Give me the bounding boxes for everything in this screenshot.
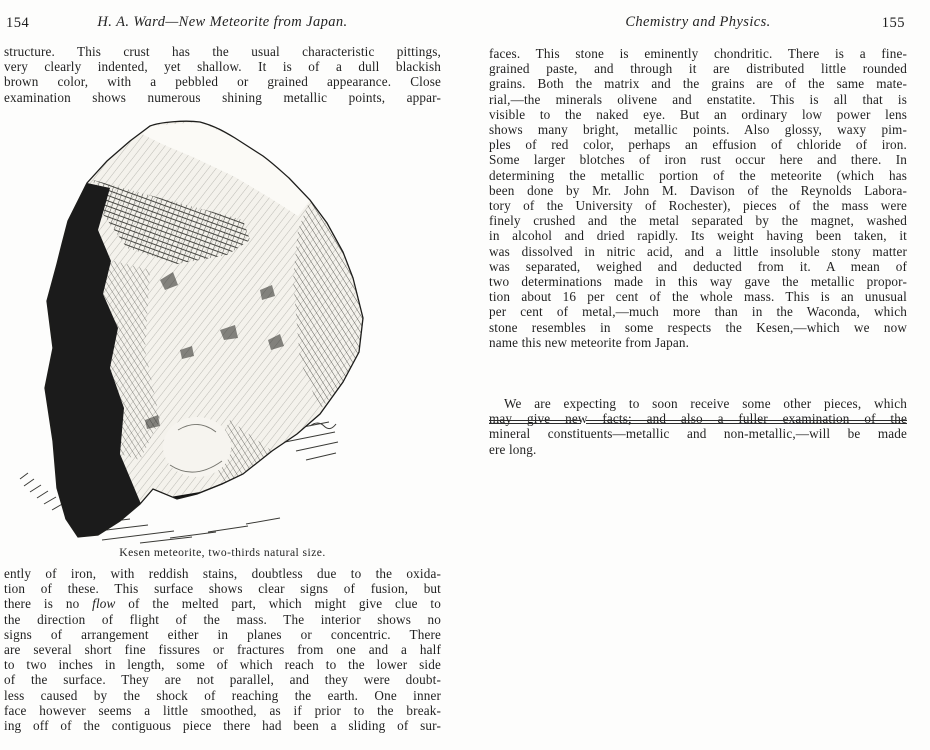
left-page	[4, 0, 441, 750]
text-line: ere long.	[489, 441, 537, 457]
text-line: tory of the University of Rochester), pieces of the mass were	[489, 198, 907, 214]
text-line: less caused by the shock of reaching the earth. One inner	[4, 687, 441, 703]
double-rule-segment	[489, 420, 581, 424]
text-line: rial,—the minerals olivene and enstatite. This is all that is	[489, 91, 907, 107]
text-line: grained paste, and through it are distributed little rounded	[489, 61, 907, 77]
text-line: was dissolved in nitric acid, and a little insoluble stony matter	[489, 243, 907, 259]
right-paragraph-closing	[489, 396, 907, 457]
text-line: brown color, with a pebbled or grained appearance. Close	[4, 74, 441, 90]
text-segment: flow	[92, 596, 116, 612]
text-line: two determinations made in this way gave the metallic propor-	[489, 274, 907, 290]
text-line: to two inches in length, some of which reach to the lower side	[4, 657, 441, 673]
section-end-double-rule	[489, 420, 907, 424]
text-line: ples of red color, perhaps an effusion of chloride of iron.	[489, 137, 907, 153]
text-line: visible to the naked eye. But an ordinary low power lens	[489, 106, 907, 122]
text-line: tion about 16 per cent of the whole mass. This is an unusual	[489, 289, 907, 305]
text-line: per cent of metal,—much more than in the Waconda, which	[489, 304, 907, 320]
text-line: determining the metallic portion of the meteorite (which has	[489, 167, 907, 183]
figure-caption: Kesen meteorite, two-thirds natural size.	[119, 546, 326, 559]
left-paragraph-bottom	[4, 566, 441, 733]
text-line: been done by Mr. John M. Davison of the Reynolds Labora-	[489, 182, 907, 198]
text-line	[4, 596, 441, 611]
text-line: faces. This stone is eminently chondritic. There is a fine-	[489, 46, 907, 61]
meteorite-engraving	[10, 120, 450, 546]
text-line: of the surface. They are not parallel, and they were doubt-	[4, 672, 441, 688]
text-line: tion of these. This surface shows clear signs of fusion, but	[4, 581, 441, 597]
text-line: examination shows numerous shining metallic points, appar-	[4, 89, 441, 105]
text-line: We are expecting to soon receive some other pieces, which	[504, 396, 907, 411]
text-line: ing off of the contiguous piece there had been a sliding of sur-	[4, 718, 441, 734]
rock-body	[10, 120, 450, 546]
rock-shading	[10, 120, 450, 546]
running-head-right: Chemistry and Physics.	[625, 14, 771, 30]
text-line: ently of iron, with reddish stains, doubtless due to the oxida-	[4, 566, 441, 581]
text-line: the direction of flight of the mass. The interior shows no	[4, 611, 441, 627]
running-head-left: H. A. Ward—New Meteorite from Japan.	[97, 14, 348, 30]
right-page	[489, 0, 907, 750]
left-paragraph-top	[4, 44, 441, 105]
text-line: was separated, weighed and deducted from it. A mean of	[489, 258, 907, 274]
text-segment: there is no	[4, 596, 93, 612]
text-line: very clearly indented, yet shallow. It is of a dull blackish	[4, 59, 441, 75]
right-paragraph-main	[489, 46, 907, 350]
text-line: are several short fine fissures or fractures from one and a half	[4, 642, 441, 658]
text-line: in alcohol and dried rapidly. Its weight having been taken, it	[489, 228, 907, 244]
text-line: Some larger blotches of iron rust occur here and there. In	[489, 152, 907, 168]
text-line: stone resembles in some respects the Kesen,—which we now	[489, 319, 907, 335]
text-line: structure. This crust has the usual characteristic pittings,	[4, 44, 441, 59]
text-line: signs of arrangement either in planes or concentric. There	[4, 626, 441, 642]
text-line: face however seems a little smoothed, as if prior to the break-	[4, 702, 441, 718]
text-line: name this new meteorite from Japan.	[489, 334, 690, 350]
text-line: mineral constituents—metallic and non-metallic,—will be made	[489, 426, 907, 442]
text-line: may give new facts; and also a fuller examination of the	[489, 411, 907, 427]
page-number-left: 154	[6, 15, 30, 31]
text-segment: of the melted part, which might give clue to	[115, 596, 441, 612]
text-line: finely crushed and the metal separated by the magnet, washed	[489, 213, 907, 229]
text-line: grains. Both the matrix and the grains are of the same mate-	[489, 76, 907, 92]
page-number-right: 155	[881, 15, 905, 31]
text-line: shows many bright, metallic points. Also glossy, waxy pim-	[489, 122, 907, 138]
double-rule-segment	[586, 420, 907, 424]
